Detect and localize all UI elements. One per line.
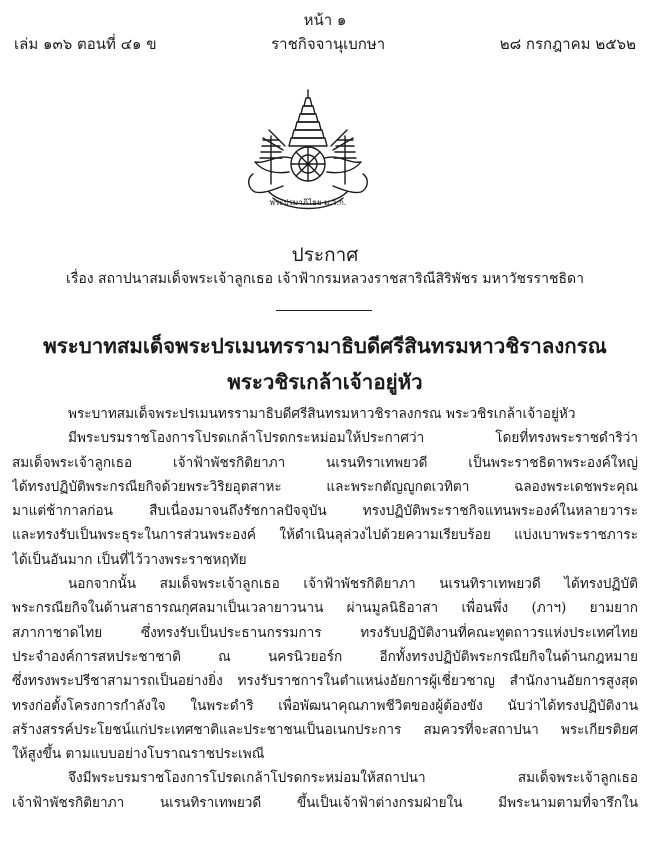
- body-line: ได้ทรงปฏิบัติพระกรณียกิจด้วยพระวิริยอุตสาหะ และพระกตัญญูกตเวทิตา ฉลองพระเดชพระคุณ: [12, 478, 638, 495]
- body-line: ประจำองค์การสหประชาชาติ ณ นครนิวยอร์ก อีกทั้งทรงปฏิบัติพระกรณียกิจในด้านกฎหมาย: [12, 648, 638, 665]
- divider: [276, 310, 372, 311]
- body-line: ให้สูงขึ้น ตามแบบอย่างโบราณราชประเพณี: [12, 746, 265, 763]
- royal-title-line-1: พระบาทสมเด็จพระปรเมนทรรามาธิบดีศรีสินทรมหาวชิราลงกรณ: [43, 334, 607, 358]
- body-line: และทรงรับเป็นพระธุระในการส่วนพระองค์ ให้ดำเนินลุล่วงไปด้วยความเรียบร้อย แบ่งเบาพระราชภาระ: [12, 527, 638, 544]
- body-line: มีพระบรมราชโองการโปรดเกล้าโปรดกระหม่อมให้ประกาศว่า โดยที่ทรงพระราชดำริว่า: [68, 430, 638, 447]
- royal-title-line-2: พระวชิรเกล้าเจ้าอยู่หัว: [227, 370, 423, 394]
- body-line: มาแต่ช้ากาลก่อน สืบเนื่องมาจนถึงรัชกาลปัจจุบัน ทรงปฏิบัติพระราชกิจแทนพระองค์ในหลายวาระ: [12, 503, 638, 520]
- body-line: สภากาชาดไทย ซึ่งทรงรับเป็นประธานกรรมการ ทรงรับปฏิบัติงานที่คณะทูตถาวรแห่งประเทศไทย: [12, 624, 638, 641]
- body-line: ได้เป็นอันมาก เป็นที่ไว้วางพระราชหฤทัย: [12, 551, 247, 568]
- body-line: จึงมีพระบรมราชโองการโปรดเกล้าโปรดกระหม่อมให้สถาปนา สมเด็จพระเจ้าลูกเธอ: [68, 770, 638, 787]
- document-subject: เรื่อง สถาปนาสมเด็จพระเจ้าลูกเธอ เจ้าฟ้ากรมหลวงราชสาริณีสิริพัชร มหาวัชรราชธิดา: [66, 271, 584, 287]
- royal-emblem-icon: [233, 88, 383, 218]
- document-type: ประกาศ: [291, 244, 359, 266]
- body-line: สร้างสรรค์ประโยชน์แก่ประเทศชาติและประชาชนเป็นอเนกประการ สมควรที่จะสถาปนา พระเกียรติยศ: [12, 721, 638, 738]
- body-line: พระกรณียกิจในด้านสาธารณกุศลมาเป็นเวลายาวนาน ผ่านมูลนิธิอาสา เพื่อนพึ่ง (ภาฯ) ยามยาก: [12, 600, 638, 617]
- body-line: สมเด็จพระเจ้าลูกเธอ เจ้าฟ้าพัชรกิติยาภา นเรนทิราเทพยวดี เป็นพระราชธิดาพระองค์ใหญ่: [12, 454, 638, 471]
- body-line: ซึ่งทรงพระปรีชาสามารถเป็นอย่างยิ่ง ทรงรับราชการในตำแหน่งอัยการผู้เชี่ยวชาญ สำนักงานอัยการสูงสุด: [12, 673, 638, 690]
- body-line: พระบาทสมเด็จพระปรเมนทรรามาธิบดีศรีสินทรมหาวชิราลงกรณ พระวชิรเกล้าเจ้าอยู่หัว: [68, 406, 576, 422]
- page-number: หน้า ๑: [303, 11, 347, 29]
- gazette-header: [14, 32, 636, 56]
- svg-text:พระปรมาภิไธย ม.ว.ก.: พระปรมาภิไธย ม.ว.ก.: [269, 198, 347, 207]
- announcement-body: [12, 402, 638, 815]
- volume-issue: เล่ม ๑๓๖ ตอนที่ ๔๑ ข: [14, 35, 157, 53]
- body-line: เจ้าฟ้าพัชรกิติยาภา นเรนทิราเทพยวดี ขึ้นเป็นเจ้าฟ้าต่างกรมฝ่ายใน มีพระนามตามที่จารึกใน: [12, 794, 638, 811]
- gazette-name: ราชกิจจานุเบกษา: [271, 35, 386, 53]
- body-line: ทรงก่อตั้งโครงการกำลังใจ ในพระดำริ เพื่อพัฒนาคุณภาพชีวิตของผู้ต้องขัง นับว่าได้ทรงปฏิบัติงาน: [12, 697, 638, 714]
- publication-date: ๒๘ กรกฎาคม ๒๕๖๒: [499, 35, 636, 53]
- body-line: นอกจากนั้น สมเด็จพระเจ้าลูกเธอ เจ้าฟ้าพัชรกิติยาภา นเรนทิราเทพยวดี ได้ทรงปฏิบัติ: [68, 576, 638, 593]
